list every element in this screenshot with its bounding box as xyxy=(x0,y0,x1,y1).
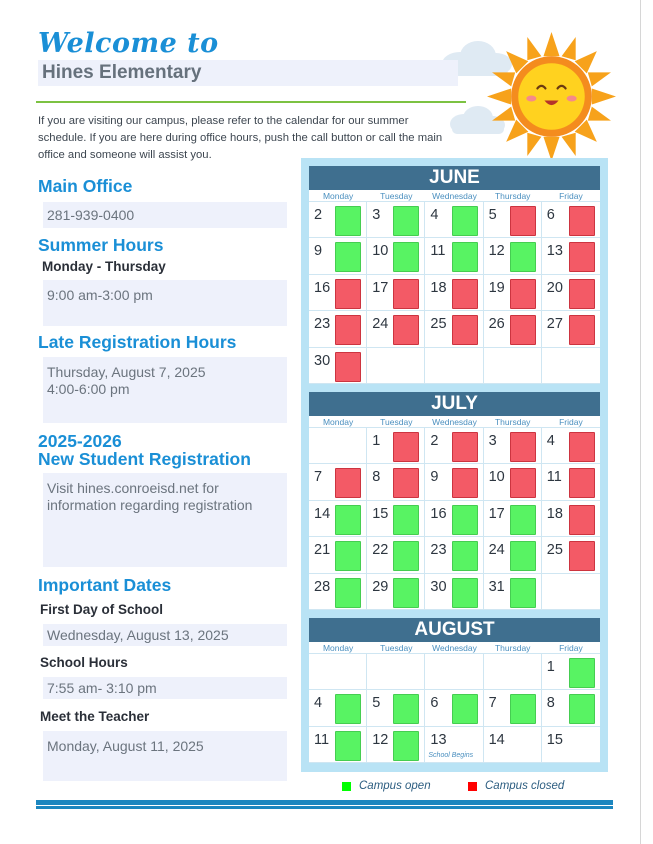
campus-closed-marker xyxy=(510,206,536,236)
day-cell xyxy=(367,537,425,573)
late-registration-date: Thursday, August 7, 2025 xyxy=(47,364,206,380)
campus-open-marker xyxy=(452,541,478,571)
day-number: 13 xyxy=(430,731,447,748)
day-cell xyxy=(484,654,542,690)
day-cell xyxy=(367,238,425,274)
campus-closed-marker xyxy=(510,468,536,498)
campus-open-marker xyxy=(393,731,419,761)
day-cell xyxy=(542,727,600,763)
campus-open-marker xyxy=(393,541,419,571)
legend-open-swatch xyxy=(342,782,351,791)
day-number: 11 xyxy=(546,469,562,486)
campus-open-marker xyxy=(335,206,361,236)
main-office-heading: Main Office xyxy=(38,176,133,196)
day-number: 18 xyxy=(430,279,447,296)
campus-open-marker xyxy=(452,206,478,236)
campus-open-marker xyxy=(510,578,536,608)
campus-closed-marker xyxy=(510,432,536,462)
day-cell xyxy=(425,238,483,274)
campus-open-marker xyxy=(569,694,595,724)
day-number: 21 xyxy=(314,542,331,559)
day-number: 3 xyxy=(372,207,381,223)
day-cell xyxy=(542,238,600,274)
campus-closed-marker xyxy=(510,315,536,345)
footer-rule-secondary xyxy=(36,806,613,809)
day-number: 26 xyxy=(488,316,505,333)
weekday-label: Tuesday xyxy=(380,191,413,201)
day-cell xyxy=(425,574,483,610)
campus-open-marker xyxy=(393,578,419,608)
campus-closed-marker xyxy=(569,541,595,571)
month-title: JUNE xyxy=(309,166,600,190)
day-cell xyxy=(367,428,425,464)
campus-closed-marker xyxy=(452,468,478,498)
day-grid xyxy=(309,202,600,384)
day-number: 23 xyxy=(430,542,447,559)
day-cell xyxy=(309,690,367,726)
summer-hours-time: 9:00 am-3:00 pm xyxy=(43,280,287,326)
campus-closed-marker xyxy=(393,279,419,309)
legend-open-label: Campus open xyxy=(359,780,431,792)
main-office-phone: 281-939-0400 xyxy=(43,202,287,228)
page-edge xyxy=(640,0,641,844)
day-number: 14 xyxy=(488,731,505,748)
weekday-label: Tuesday xyxy=(380,417,413,427)
day-cell xyxy=(542,428,600,464)
day-cell xyxy=(484,275,542,311)
day-number: 16 xyxy=(430,505,447,522)
campus-open-marker xyxy=(510,242,536,272)
day-cell xyxy=(309,464,367,500)
campus-closed-marker xyxy=(569,206,595,236)
new-student-heading: New Student Registration xyxy=(38,449,251,469)
day-cell xyxy=(367,311,425,347)
day-cell xyxy=(367,574,425,610)
day-number: 30 xyxy=(430,578,447,595)
header-divider xyxy=(36,101,466,103)
weekday-label: Tuesday xyxy=(380,643,413,653)
day-number: 9 xyxy=(314,243,323,260)
campus-closed-marker xyxy=(335,468,361,498)
campus-closed-marker xyxy=(569,279,595,309)
campus-closed-marker xyxy=(569,505,595,535)
day-cell xyxy=(542,501,600,537)
day-number: 1 xyxy=(546,659,555,675)
day-cell xyxy=(542,464,600,500)
day-cell xyxy=(484,311,542,347)
day-number: 7 xyxy=(488,695,497,712)
campus-closed-marker xyxy=(335,279,361,309)
new-student-year: 2025-2026 xyxy=(38,431,122,451)
day-number: 12 xyxy=(488,243,505,260)
campus-open-marker xyxy=(452,578,478,608)
campus-open-marker xyxy=(335,505,361,535)
weekday-label: Friday xyxy=(559,643,583,653)
day-cell xyxy=(542,537,600,573)
month-july xyxy=(309,392,600,610)
campus-open-marker xyxy=(335,694,361,724)
campus-closed-marker xyxy=(452,432,478,462)
day-cell xyxy=(309,654,367,690)
day-number: 2 xyxy=(314,207,323,223)
intro-text: If you are visiting our campus, please refer to the calendar for our summer schedule. If you are here during office hours, push the call button or call the main office and someone will assist you. xyxy=(38,115,443,161)
day-number: 10 xyxy=(372,243,389,260)
campus-open-marker xyxy=(510,694,536,724)
day-cell xyxy=(425,428,483,464)
day-cell xyxy=(484,574,542,610)
day-cell xyxy=(542,574,600,610)
campus-closed-marker xyxy=(335,352,361,382)
day-number: 27 xyxy=(546,316,563,333)
day-cell xyxy=(425,501,483,537)
day-cell xyxy=(367,202,425,238)
day-cell xyxy=(425,654,483,690)
day-cell xyxy=(484,348,542,384)
day-number: 3 xyxy=(488,433,497,449)
meet-teacher-label: Meet the Teacher xyxy=(40,709,150,724)
campus-open-marker xyxy=(510,541,536,571)
campus-open-marker xyxy=(335,731,361,761)
day-cell xyxy=(542,311,600,347)
day-number: 4 xyxy=(314,695,323,712)
campus-closed-marker xyxy=(393,468,419,498)
day-number: 15 xyxy=(546,731,563,748)
weekday-header xyxy=(309,190,600,202)
campus-open-marker xyxy=(510,505,536,535)
campus-closed-marker xyxy=(393,315,419,345)
day-cell xyxy=(484,202,542,238)
campus-open-marker xyxy=(335,578,361,608)
day-cell xyxy=(367,348,425,384)
day-number: 12 xyxy=(372,731,389,748)
school-hours-label: School Hours xyxy=(40,655,128,670)
weekday-label: Friday xyxy=(559,191,583,201)
campus-closed-marker xyxy=(569,242,595,272)
day-number: 5 xyxy=(372,695,381,712)
day-number: 25 xyxy=(430,316,447,333)
day-number: 5 xyxy=(488,207,497,223)
day-number: 8 xyxy=(372,469,381,486)
campus-closed-marker xyxy=(510,279,536,309)
legend-open xyxy=(342,780,431,792)
footer-rule xyxy=(36,800,613,805)
day-cell xyxy=(484,501,542,537)
meet-teacher-value: Monday, August 11, 2025 xyxy=(43,731,287,781)
day-cell xyxy=(309,501,367,537)
day-cell xyxy=(309,311,367,347)
day-cell xyxy=(309,348,367,384)
day-number: 7 xyxy=(314,469,323,486)
day-cell xyxy=(425,348,483,384)
late-registration-box xyxy=(43,357,287,423)
campus-open-marker xyxy=(393,206,419,236)
day-number: 23 xyxy=(314,316,331,333)
day-cell xyxy=(367,690,425,726)
weekday-header xyxy=(309,416,600,428)
campus-closed-marker xyxy=(452,315,478,345)
day-cell xyxy=(367,654,425,690)
campus-open-marker xyxy=(393,694,419,724)
day-number: 6 xyxy=(430,695,439,712)
day-number: 13 xyxy=(546,243,563,260)
day-number: 11 xyxy=(430,243,446,260)
day-cell xyxy=(367,727,425,763)
summer-hours-heading: Summer Hours xyxy=(38,235,164,255)
weekday-label: Monday xyxy=(322,643,354,653)
day-number: 2 xyxy=(430,433,439,449)
month-title: AUGUST xyxy=(309,618,600,642)
summer-hours-days: Monday - Thursday xyxy=(42,259,166,274)
day-cell xyxy=(484,428,542,464)
day-number: 29 xyxy=(372,578,389,595)
legend-closed-swatch xyxy=(468,782,477,791)
weekday-label: Wednesday xyxy=(432,191,477,201)
campus-open-marker xyxy=(569,658,595,688)
campus-open-marker xyxy=(452,242,478,272)
day-number: 19 xyxy=(488,279,505,296)
day-number: 4 xyxy=(430,207,439,223)
day-cell xyxy=(425,727,483,763)
day-cell xyxy=(367,275,425,311)
weekday-label: Friday xyxy=(559,417,583,427)
day-cell xyxy=(484,537,542,573)
campus-open-marker xyxy=(452,694,478,724)
first-day-value: Wednesday, August 13, 2025 xyxy=(43,624,287,646)
day-cell xyxy=(309,727,367,763)
weekday-label: Monday xyxy=(322,417,354,427)
late-registration-heading: Late Registration Hours xyxy=(38,332,237,352)
day-number: 11 xyxy=(314,731,330,748)
day-number: 17 xyxy=(488,505,505,522)
day-cell xyxy=(425,311,483,347)
day-cell xyxy=(309,428,367,464)
day-cell xyxy=(542,275,600,311)
weekday-header xyxy=(309,642,600,654)
day-cell xyxy=(542,348,600,384)
campus-open-marker xyxy=(452,505,478,535)
campus-closed-marker xyxy=(569,468,595,498)
day-number: 28 xyxy=(314,578,331,595)
day-cell xyxy=(484,690,542,726)
day-cell xyxy=(425,537,483,573)
weekday-label: Thursday xyxy=(494,643,531,653)
month-august xyxy=(309,618,600,763)
campus-closed-marker xyxy=(452,279,478,309)
campus-closed-marker xyxy=(393,432,419,462)
day-cell xyxy=(367,464,425,500)
day-grid xyxy=(309,428,600,610)
day-number: 9 xyxy=(430,469,439,486)
month-title: JULY xyxy=(309,392,600,416)
day-number: 15 xyxy=(372,505,389,522)
campus-closed-marker xyxy=(335,315,361,345)
campus-closed-marker xyxy=(569,315,595,345)
day-cell xyxy=(367,501,425,537)
day-number: 10 xyxy=(488,469,505,486)
day-number: 25 xyxy=(546,542,563,559)
day-number: 20 xyxy=(546,279,563,296)
weekday-label: Thursday xyxy=(494,417,531,427)
day-cell xyxy=(542,690,600,726)
month-june xyxy=(309,166,600,384)
day-note: School Begins xyxy=(428,752,474,760)
new-student-info: Visit hines.conroeisd.net for information regarding registration xyxy=(43,473,287,567)
day-cell xyxy=(425,275,483,311)
sun-icon xyxy=(486,31,617,162)
legend-closed xyxy=(468,780,564,792)
day-number: 18 xyxy=(546,505,563,522)
day-number: 24 xyxy=(488,542,505,559)
campus-open-marker xyxy=(335,541,361,571)
weekday-label: Monday xyxy=(322,191,354,201)
important-dates-heading: Important Dates xyxy=(38,575,172,595)
day-number: 8 xyxy=(546,695,555,712)
day-cell xyxy=(484,464,542,500)
day-number: 24 xyxy=(372,316,389,333)
day-number: 1 xyxy=(372,433,381,449)
day-cell xyxy=(425,202,483,238)
day-cell xyxy=(425,690,483,726)
late-registration-time: 4:00-6:00 pm xyxy=(47,381,130,397)
day-cell xyxy=(309,202,367,238)
day-number: 17 xyxy=(372,279,389,296)
day-cell xyxy=(309,238,367,274)
day-cell xyxy=(484,727,542,763)
first-day-label: First Day of School xyxy=(40,602,164,617)
campus-open-marker xyxy=(393,242,419,272)
school-name: Hines Elementary xyxy=(38,60,458,86)
welcome-heading: Welcome to xyxy=(38,28,219,59)
day-cell xyxy=(542,202,600,238)
day-cell xyxy=(309,574,367,610)
day-cell xyxy=(309,537,367,573)
school-hours-value: 7:55 am- 3:10 pm xyxy=(43,677,287,699)
day-number: 4 xyxy=(546,433,555,449)
campus-closed-marker xyxy=(569,432,595,462)
day-number: 16 xyxy=(314,279,331,296)
day-cell xyxy=(309,275,367,311)
day-number: 31 xyxy=(488,578,505,595)
weekday-label: Thursday xyxy=(494,191,531,201)
weekday-label: Wednesday xyxy=(432,643,477,653)
campus-open-marker xyxy=(335,242,361,272)
day-number: 14 xyxy=(314,505,331,522)
day-cell xyxy=(484,238,542,274)
day-number: 30 xyxy=(314,352,331,369)
campus-open-marker xyxy=(393,505,419,535)
legend-closed-label: Campus closed xyxy=(485,780,565,792)
weekday-label: Wednesday xyxy=(432,417,477,427)
day-grid xyxy=(309,654,600,763)
day-cell xyxy=(542,654,600,690)
day-number: 22 xyxy=(372,542,389,559)
day-cell xyxy=(425,464,483,500)
day-number: 6 xyxy=(546,207,555,223)
